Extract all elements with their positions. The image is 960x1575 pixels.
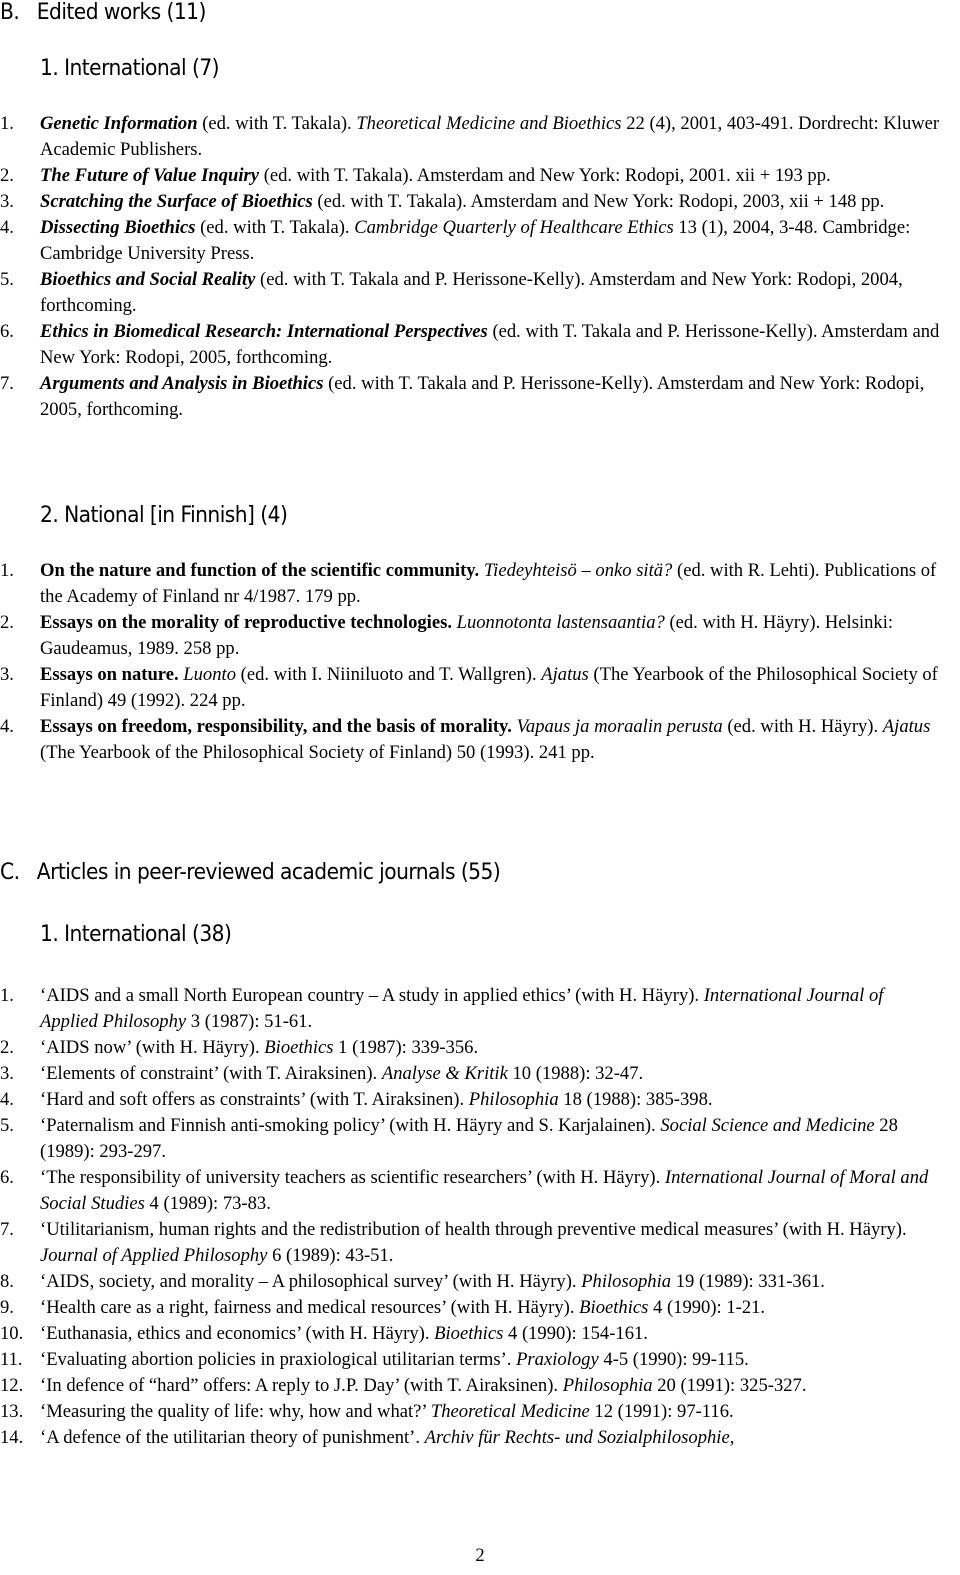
subsection-international-heading: 1. International (7) (40, 56, 219, 81)
subsection-national-heading: 2. National [in Finnish] (4) (40, 503, 288, 528)
list-item: 7. Arguments and Analysis in Bioethics (ed. with T. Takala and P. Herissone-Kelly). Amsterdam and New York: Rodopi, 2005, forthcoming. (0, 373, 925, 420)
section-c-heading (0, 860, 500, 886)
articles-international-list (0, 983, 945, 1451)
list-item: 10. ‘Euthanasia, ethics and economics’ (with H. Häyry). Bioethics 4 (1990): 154-161. (0, 1323, 648, 1344)
list-item: 6. ‘The responsibility of university teachers as scientific researchers’ (with H. Häyry). International Journal of Moral and Social Studies 4 (1989): 73-83. (0, 1167, 929, 1214)
edited-international-list (0, 111, 945, 423)
list-item: 1. Genetic Information (ed. with T. Takala). Theoretical Medicine and Bioethics 22 (4), 2001, 403-491. Dordrecht: Kluwer Academic Publishers. (0, 113, 940, 160)
list-item: 5. ‘Paternalism and Finnish anti-smoking policy’ (with H. Häyry and S. Karjalainen). Social Science and Medicine 28 (1989): 293-297. (0, 1115, 898, 1162)
list-item: 4. Dissecting Bioethics (ed. with T. Takala). Cambridge Quarterly of Healthcare Ethics 13 (1), 2004, 3-48. Cambridge: Cambridge University Press. (0, 217, 911, 264)
list-item: 3. Scratching the Surface of Bioethics (ed. with T. Takala). Amsterdam and New York: Rodopi, 2003, xii + 148 pp. (0, 191, 885, 212)
list-item: 1. ‘AIDS and a small North European country – A study in applied ethics’ (with H. Häyry). International Journal of Applied Philosophy 3 (1987): 51-61. (0, 985, 884, 1032)
list-item: 3. Essays on nature. Luonto (ed. with I. Niiniluoto and T. Wallgren). Ajatus (The Yearbook of the Philosophical Society of Finland) 49 (1992). 224 pp. (0, 664, 938, 711)
page-number: 2 (475, 1545, 485, 1566)
list-item: 13. ‘Measuring the quality of life: why, how and what?’ Theoretical Medicine 12 (1991): 97-116. (0, 1401, 734, 1422)
list-item: 1. On the nature and function of the scientific community. Tiedeyhteisö – onko sitä? (ed. with R. Lehti). Publications of the Academy of Finland nr 4/1987. 179 pp. (0, 560, 937, 607)
list-item: 6. Ethics in Biomedical Research: International Perspectives (ed. with T. Takala and P. Herissone-Kelly). Amsterdam and New York: Rodopi, 2005, forthcoming. (0, 321, 940, 368)
list-item: 5. Bioethics and Social Reality (ed. with T. Takala and P. Herissone-Kelly). Amsterdam and New York: Rodopi, 2004, forthcoming. (0, 269, 903, 316)
list-item: 7. ‘Utilitarianism, human rights and the redistribution of health through preventive medical measures’ (with H. Häyry). Journal of Applied Philosophy 6 (1989): 43-51. (0, 1219, 907, 1266)
section-letter: B. (0, 0, 20, 25)
list-item: 2. The Future of Value Inquiry (ed. with T. Takala). Amsterdam and New York: Rodopi, 2001. xii + 193 pp. (0, 165, 831, 186)
section-title: Articles in peer-reviewed academic journals (55) (36, 860, 501, 885)
list-item: 4. ‘Hard and soft offers as constraints’ (with T. Airaksinen). Philosophia 18 (1988): 385-398. (0, 1089, 713, 1110)
section-letter: C. (0, 860, 20, 885)
list-item: 3. ‘Elements of constraint’ (with T. Airaksinen). Analyse & Kritik 10 (1988): 32-47. (0, 1063, 644, 1084)
list-item: 9. ‘Health care as a right, fairness and medical resources’ (with H. Häyry). Bioethics 4 (1990): 1-21. (0, 1297, 766, 1318)
list-item: 2. Essays on the morality of reproductive technologies. Luonnotonta lastensaantia? (ed. with H. Häyry). Helsinki: Gaudeamus, 1989. 258 pp. (0, 612, 894, 659)
list-item: 2. ‘AIDS now’ (with H. Häyry). Bioethics 1 (1987): 339-356. (0, 1037, 479, 1058)
list-item: 4. Essays on freedom, responsibility, and the basis of morality. Vapaus ja moraalin perusta (ed. with H. Häyry). Ajatus (The Yearbook of the Philosophical Society of Finland) 50 (1993). 241 pp. (0, 716, 931, 763)
list-item: 12. ‘In defence of “hard” offers: A reply to J.P. Day’ (with T. Airaksinen). Philosophia 20 (1991): 325-327. (0, 1375, 807, 1396)
section-title: Edited works (11) (36, 0, 206, 25)
list-item: 8. ‘AIDS, society, and morality – A philosophical survey’ (with H. Häyry). Philosophia 19 (1989): 331-361. (0, 1271, 825, 1292)
subsection-international-heading: 1. International (38) (40, 922, 232, 947)
section-b-heading (0, 0, 206, 26)
edited-national-list (0, 558, 945, 766)
list-item: 11. ‘Evaluating abortion policies in praxiological utilitarian terms’. Praxiology 4-5 (1990): 99-115. (0, 1349, 749, 1370)
list-item: 14. ‘A defence of the utilitarian theory of punishment’. Archiv für Rechts- und Sozialphilosophie, (0, 1427, 735, 1448)
